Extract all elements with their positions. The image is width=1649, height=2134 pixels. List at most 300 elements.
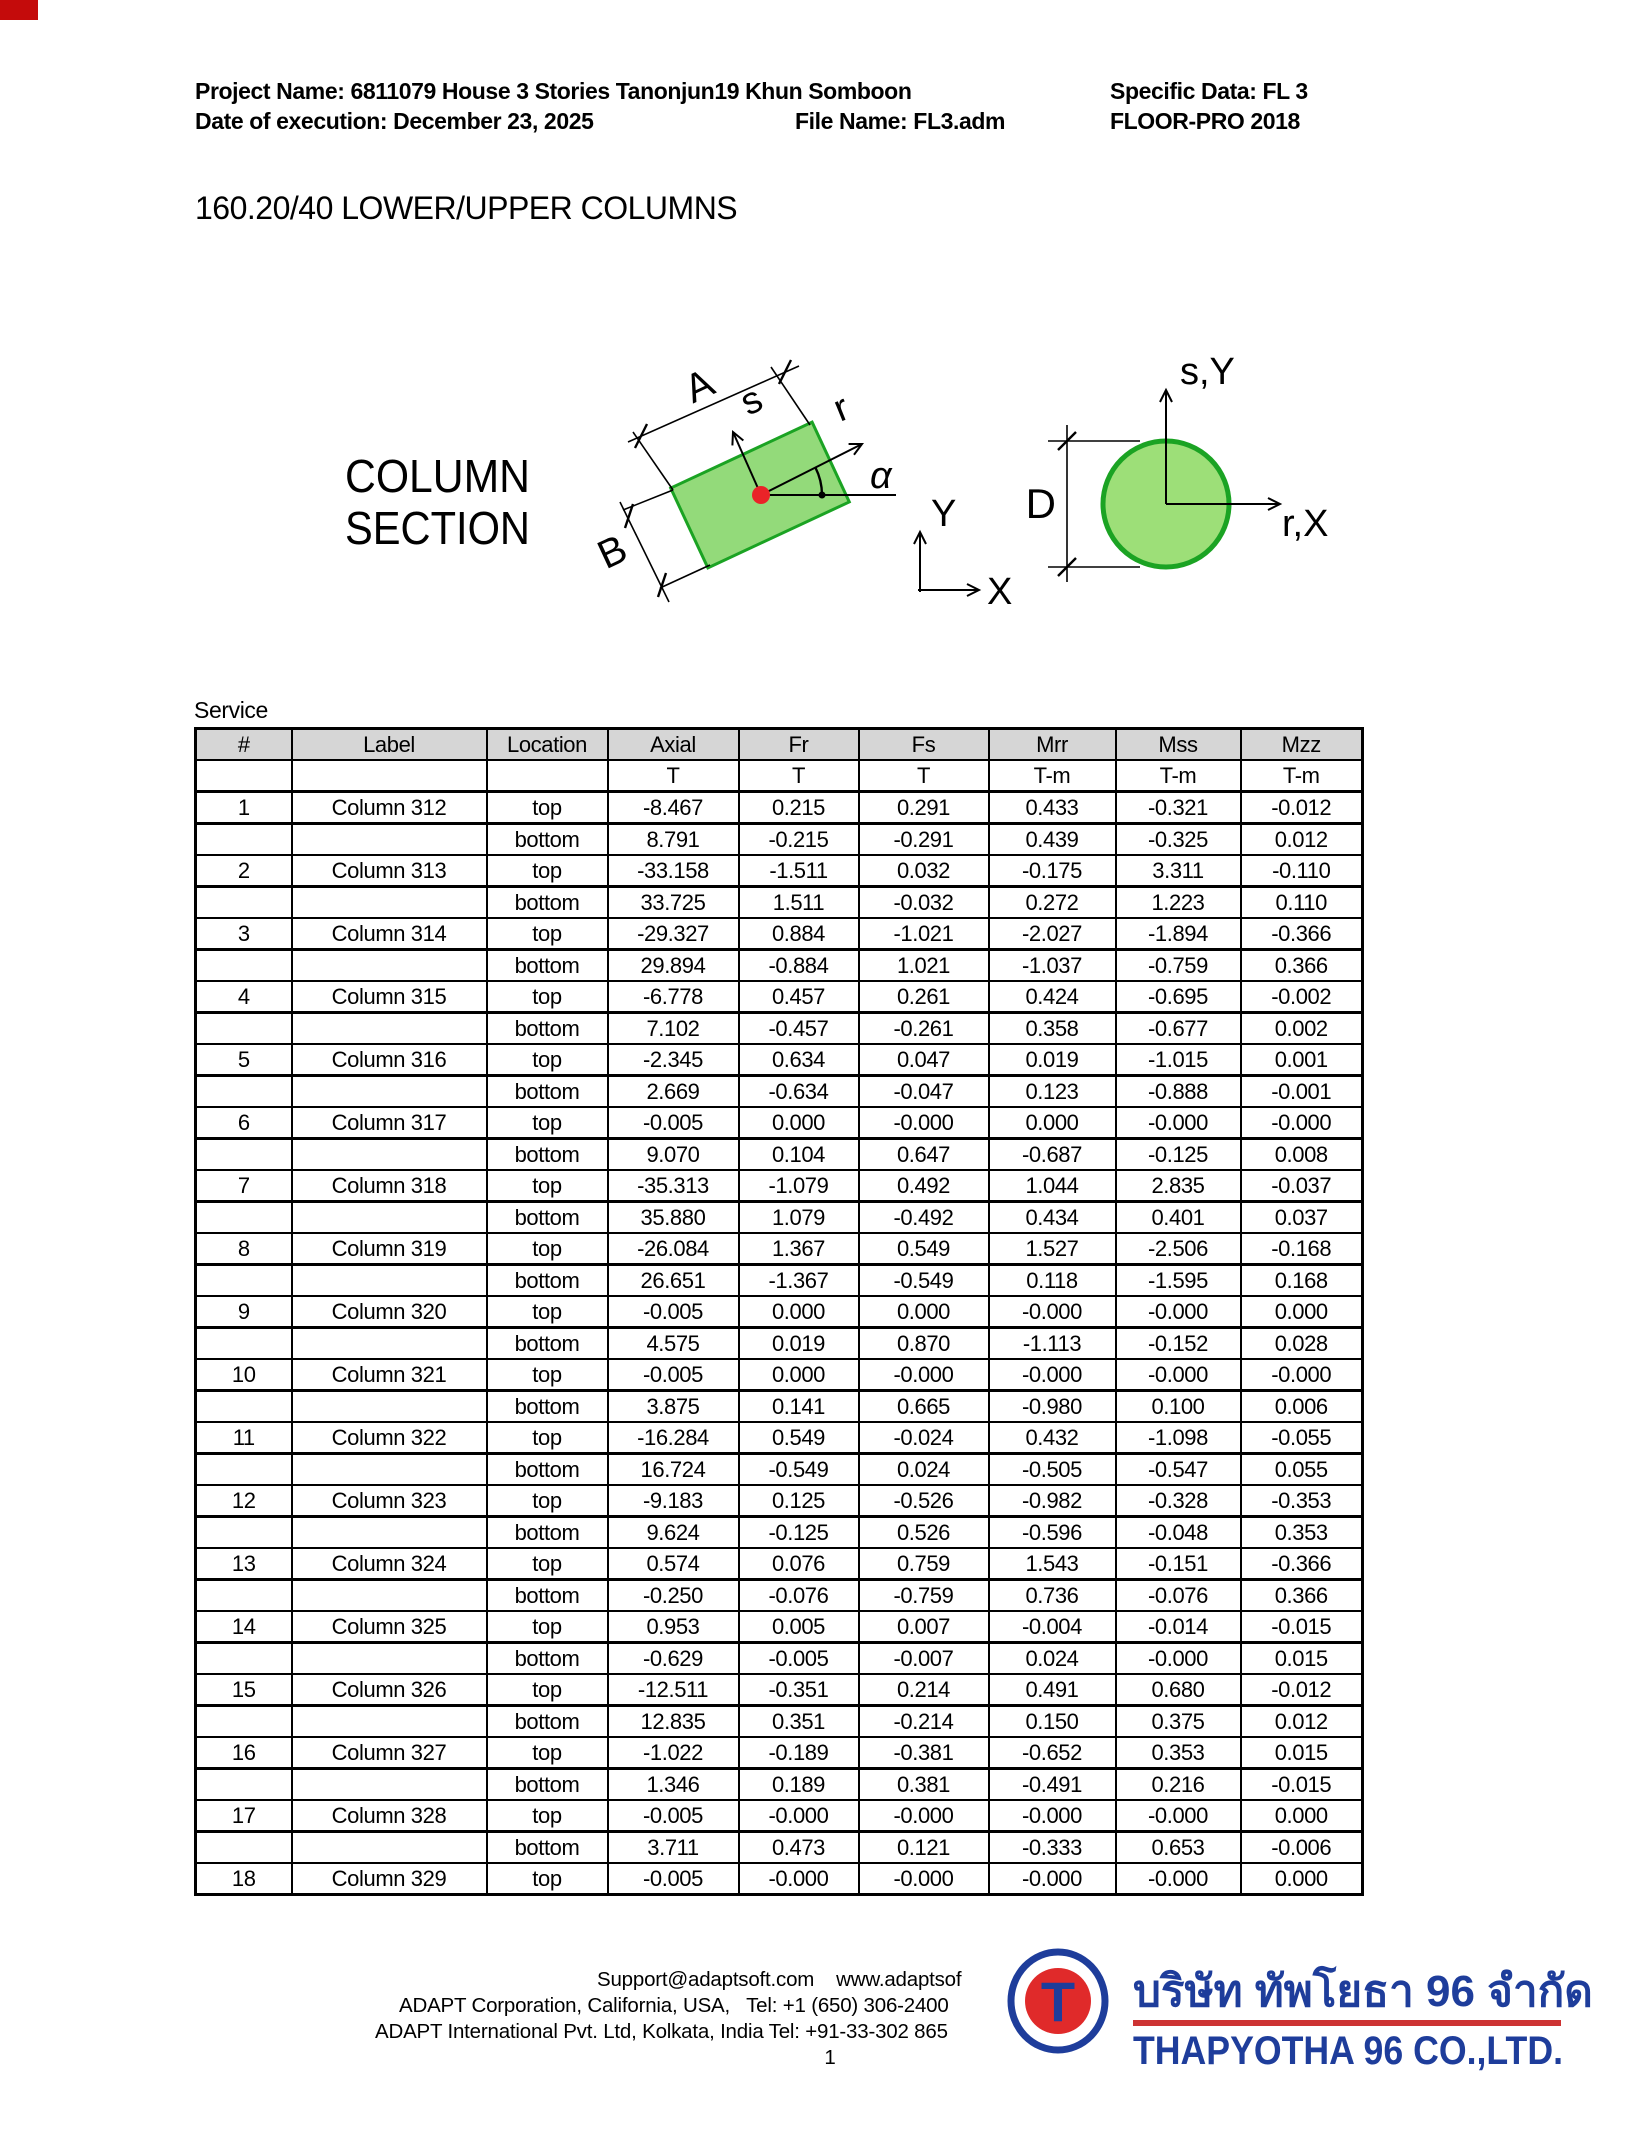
cell-value: -1.113 (989, 1328, 1116, 1360)
dim-tick (779, 360, 791, 384)
page-title: 160.20/40 LOWER/UPPER COLUMNS (195, 190, 738, 226)
cell-value: 12.835 (608, 1706, 739, 1738)
cell-value: 9.070 (608, 1139, 739, 1171)
cell-value: -0.351 (739, 1674, 859, 1706)
cell-value: -0.005 (608, 1359, 739, 1391)
cell-number: 17 (196, 1800, 292, 1832)
cell-label (292, 1706, 487, 1738)
diagram-caption-line2: SECTION (345, 502, 530, 554)
cell-number (196, 950, 292, 982)
cell-value: -2.027 (989, 918, 1116, 950)
cell-value: 0.055 (1241, 1454, 1363, 1486)
cell-number: 4 (196, 981, 292, 1013)
cell-value: -0.381 (859, 1737, 989, 1769)
cell-label: Column 313 (292, 855, 487, 887)
cell-label (292, 824, 487, 856)
cell-value: -0.000 (859, 1107, 989, 1139)
cell-value: 0.432 (989, 1422, 1116, 1454)
cell-value: -0.000 (1241, 1359, 1363, 1391)
cell-number: 15 (196, 1674, 292, 1706)
column-header: Mzz (1241, 729, 1363, 761)
cell-location: bottom (487, 1517, 608, 1549)
dim-ext-line (660, 565, 710, 588)
logo-monogram: T (1040, 1970, 1076, 2033)
cell-location: bottom (487, 1706, 608, 1738)
cell-value: 0.870 (859, 1328, 989, 1360)
cell-label (292, 1517, 487, 1549)
cell-location: bottom (487, 1013, 608, 1045)
cell-value: -1.015 (1116, 1044, 1241, 1076)
cell-value: 0.005 (739, 1611, 859, 1643)
cell-value: 0.434 (989, 1202, 1116, 1234)
cell-number (196, 1769, 292, 1801)
cell-value: 0.008 (1241, 1139, 1363, 1171)
cell-number: 10 (196, 1359, 292, 1391)
cell-value: -0.047 (859, 1076, 989, 1108)
cell-number: 13 (196, 1548, 292, 1580)
cell-value: -0.888 (1116, 1076, 1241, 1108)
cell-value: -0.055 (1241, 1422, 1363, 1454)
cell-value: -0.457 (739, 1013, 859, 1045)
cell-value: 0.574 (608, 1548, 739, 1580)
table-row (196, 1391, 1363, 1423)
rx-axis-label: r,X (1282, 503, 1329, 545)
cell-number: 12 (196, 1485, 292, 1517)
cell-value: -0.005 (608, 1107, 739, 1139)
cell-location: bottom (487, 1139, 608, 1171)
cell-value: -33.158 (608, 855, 739, 887)
cell-label: Column 326 (292, 1674, 487, 1706)
cell-value: 0.168 (1241, 1265, 1363, 1297)
y-axis-label: Y (931, 493, 957, 535)
cell-value: -0.125 (1116, 1139, 1241, 1171)
cell-number (196, 1139, 292, 1171)
cell-value: 0.381 (859, 1769, 989, 1801)
cell-location: top (487, 1674, 608, 1706)
cell-value: 0.261 (859, 981, 989, 1013)
cell-value: -0.884 (739, 950, 859, 982)
column-header: Mss (1116, 729, 1241, 761)
cell-value: 0.000 (1241, 1296, 1363, 1328)
cell-value: 0.291 (859, 792, 989, 824)
cell-value: -0.000 (989, 1359, 1116, 1391)
cell-value: -1.022 (608, 1737, 739, 1769)
cell-value: -0.000 (989, 1800, 1116, 1832)
cell-value: -2.345 (608, 1044, 739, 1076)
cell-value: -0.168 (1241, 1233, 1363, 1265)
service-label: Service (194, 697, 268, 723)
r-axis-label: r (827, 386, 856, 431)
cell-label (292, 1202, 487, 1234)
cell-location: top (487, 1548, 608, 1580)
cell-value: 0.424 (989, 981, 1116, 1013)
cell-value: -0.687 (989, 1139, 1116, 1171)
cell-value: 0.118 (989, 1265, 1116, 1297)
cell-label (292, 1328, 487, 1360)
table-row (196, 1170, 1363, 1202)
cell-value: -0.353 (1241, 1485, 1363, 1517)
cell-label: Column 322 (292, 1422, 487, 1454)
unit-cell (487, 760, 608, 792)
cell-value: 1.079 (739, 1202, 859, 1234)
cell-number: 11 (196, 1422, 292, 1454)
cell-location: bottom (487, 1391, 608, 1423)
cell-value: -0.005 (608, 1800, 739, 1832)
dim-label-d: D (1025, 480, 1056, 527)
cell-value: 0.001 (1241, 1044, 1363, 1076)
cell-value: 0.006 (1241, 1391, 1363, 1423)
program-name: FLOOR-PRO 2018 (1110, 108, 1300, 134)
cell-value: 8.791 (608, 824, 739, 856)
cell-location: top (487, 1107, 608, 1139)
cell-value: 1.223 (1116, 887, 1241, 919)
cell-value: -0.652 (989, 1737, 1116, 1769)
cell-number: 5 (196, 1044, 292, 1076)
table-row (196, 1139, 1363, 1171)
cell-value: 0.189 (739, 1769, 859, 1801)
cell-value: 0.759 (859, 1548, 989, 1580)
cell-value: 0.024 (859, 1454, 989, 1486)
cell-label: Column 321 (292, 1359, 487, 1391)
cell-location: top (487, 855, 608, 887)
cell-value: -0.677 (1116, 1013, 1241, 1045)
cell-value: -1.021 (859, 918, 989, 950)
cell-value: -0.000 (859, 1800, 989, 1832)
cell-label: Column 318 (292, 1170, 487, 1202)
cell-location: top (487, 1359, 608, 1391)
cell-value: -0.291 (859, 824, 989, 856)
cell-value: -1.037 (989, 950, 1116, 982)
cell-value: 4.575 (608, 1328, 739, 1360)
cell-value: -0.549 (739, 1454, 859, 1486)
table-row (196, 1013, 1363, 1045)
cell-value: 3.311 (1116, 855, 1241, 887)
cell-value: -35.313 (608, 1170, 739, 1202)
column-header: Mrr (989, 729, 1116, 761)
cell-value: 0.015 (1241, 1643, 1363, 1675)
date-of-execution: Date of execution: December 23, 2025 (195, 108, 594, 134)
cell-label: Column 320 (292, 1296, 487, 1328)
cell-value: 3.711 (608, 1832, 739, 1864)
cell-value: -0.366 (1241, 918, 1363, 950)
table-row (196, 950, 1363, 982)
cell-value: -0.215 (739, 824, 859, 856)
cell-value: 0.549 (739, 1422, 859, 1454)
cell-value: 0.037 (1241, 1202, 1363, 1234)
cell-value: -29.327 (608, 918, 739, 950)
cell-value: 0.019 (989, 1044, 1116, 1076)
cell-value: 0.647 (859, 1139, 989, 1171)
cell-value: -0.175 (989, 855, 1116, 887)
cell-value: -0.015 (1241, 1611, 1363, 1643)
cell-value: 0.353 (1241, 1517, 1363, 1549)
cell-label (292, 1580, 487, 1612)
cell-value: -8.467 (608, 792, 739, 824)
screen-corner-artifact (0, 0, 38, 20)
cell-value: -0.048 (1116, 1517, 1241, 1549)
cell-value: -0.007 (859, 1643, 989, 1675)
cell-value: -0.005 (608, 1863, 739, 1895)
cell-value: -0.001 (1241, 1076, 1363, 1108)
cell-label (292, 1769, 487, 1801)
cell-value: 0.665 (859, 1391, 989, 1423)
cell-value: -0.547 (1116, 1454, 1241, 1486)
cell-value: 0.100 (1116, 1391, 1241, 1423)
unit-cell: T-m (989, 760, 1116, 792)
cell-value: -0.596 (989, 1517, 1116, 1549)
dim-ext-line (623, 490, 673, 510)
table-row (196, 1359, 1363, 1391)
cell-value: -26.084 (608, 1233, 739, 1265)
cell-number (196, 1076, 292, 1108)
unit-cell (292, 760, 487, 792)
cell-value: -0.549 (859, 1265, 989, 1297)
cell-number: 18 (196, 1863, 292, 1895)
cell-value: -1.894 (1116, 918, 1241, 950)
cell-value: -0.980 (989, 1391, 1116, 1423)
table-row (196, 1832, 1363, 1864)
cell-number: 2 (196, 855, 292, 887)
cell-location: top (487, 1170, 608, 1202)
cell-number: 16 (196, 1737, 292, 1769)
cell-value: -0.214 (859, 1706, 989, 1738)
cell-value: -0.250 (608, 1580, 739, 1612)
cell-value: -0.366 (1241, 1548, 1363, 1580)
cell-value: 0.123 (989, 1076, 1116, 1108)
table-row (196, 1202, 1363, 1234)
table-row (196, 887, 1363, 919)
cell-location: bottom (487, 1769, 608, 1801)
cell-value: 0.526 (859, 1517, 989, 1549)
cell-label: Column 324 (292, 1548, 487, 1580)
cell-value: 0.439 (989, 824, 1116, 856)
cell-location: bottom (487, 1328, 608, 1360)
cell-location: top (487, 918, 608, 950)
cell-location: top (487, 1800, 608, 1832)
cell-number: 1 (196, 792, 292, 824)
cell-value: 0.000 (739, 1296, 859, 1328)
column-header: Fs (859, 729, 989, 761)
cell-label (292, 1391, 487, 1423)
cell-value: -1.511 (739, 855, 859, 887)
cell-label (292, 1643, 487, 1675)
cell-location: bottom (487, 824, 608, 856)
table-row (196, 981, 1363, 1013)
service-table-body (196, 792, 1363, 1895)
cell-value: -0.759 (859, 1580, 989, 1612)
cell-value: 1.044 (989, 1170, 1116, 1202)
cell-value: 7.102 (608, 1013, 739, 1045)
cell-value: 0.000 (739, 1107, 859, 1139)
unit-cell: T (859, 760, 989, 792)
table-row (196, 1611, 1363, 1643)
cell-number: 3 (196, 918, 292, 950)
cell-value: -0.024 (859, 1422, 989, 1454)
cell-number (196, 887, 292, 919)
cell-value: 0.953 (608, 1611, 739, 1643)
cell-value: 0.012 (1241, 824, 1363, 856)
cell-value: 0.375 (1116, 1706, 1241, 1738)
alpha-label: α (870, 455, 892, 497)
cell-location: top (487, 1422, 608, 1454)
thapyotha-logo (1005, 1948, 1605, 2088)
cell-number (196, 1265, 292, 1297)
cell-value: 9.624 (608, 1517, 739, 1549)
table-row (196, 1643, 1363, 1675)
cell-value: -0.695 (1116, 981, 1241, 1013)
unit-cell: T (608, 760, 739, 792)
cell-location: top (487, 1233, 608, 1265)
cell-label: Column 323 (292, 1485, 487, 1517)
cell-location: top (487, 981, 608, 1013)
column-header: # (196, 729, 292, 761)
cell-value: 0.024 (989, 1643, 1116, 1675)
cell-value: -0.505 (989, 1454, 1116, 1486)
cell-value: -0.004 (989, 1611, 1116, 1643)
cell-number: 8 (196, 1233, 292, 1265)
cell-value: 0.012 (1241, 1706, 1363, 1738)
cell-label: Column 312 (292, 792, 487, 824)
logo-company-name: THAPYOTHA 96 CO.,LTD. (1133, 2029, 1563, 2073)
cell-value: 0.634 (739, 1044, 859, 1076)
table-row (196, 1706, 1363, 1738)
cell-value: 0.028 (1241, 1328, 1363, 1360)
cell-value: 0.473 (739, 1832, 859, 1864)
cell-value: 0.125 (739, 1485, 859, 1517)
cell-value: -1.367 (739, 1265, 859, 1297)
cell-value: 0.358 (989, 1013, 1116, 1045)
cell-number: 7 (196, 1170, 292, 1202)
cell-value: -0.189 (739, 1737, 859, 1769)
cell-value: 1.511 (739, 887, 859, 919)
cell-number (196, 1580, 292, 1612)
cell-value: -0.000 (1116, 1643, 1241, 1675)
cell-value: -0.261 (859, 1013, 989, 1045)
cell-value: 0.007 (859, 1611, 989, 1643)
cell-number (196, 1202, 292, 1234)
cell-value: 0.680 (1116, 1674, 1241, 1706)
cell-value: -0.325 (1116, 824, 1241, 856)
footer-corp-line: ADAPT Corporation, California, USA, Tel: +1 (650) 306-2400 (399, 1994, 949, 2017)
cell-value: -6.778 (608, 981, 739, 1013)
cell-value: -0.000 (859, 1863, 989, 1895)
cell-location: top (487, 1611, 608, 1643)
cell-label: Column 316 (292, 1044, 487, 1076)
unit-cell (196, 760, 292, 792)
table-header-row (196, 729, 1363, 761)
cell-value: -0.005 (739, 1643, 859, 1675)
cell-value: 0.015 (1241, 1737, 1363, 1769)
cell-value: -0.328 (1116, 1485, 1241, 1517)
cell-number (196, 1832, 292, 1864)
cell-value: 0.002 (1241, 1013, 1363, 1045)
cell-location: bottom (487, 1265, 608, 1297)
cell-value: -0.032 (859, 887, 989, 919)
footer-intl-line: ADAPT International Pvt. Ltd, Kolkata, India Tel: +91-33-302 865 (375, 2020, 948, 2043)
unit-cell: T-m (1116, 760, 1241, 792)
cell-value: 1.021 (859, 950, 989, 982)
cell-label (292, 1076, 487, 1108)
cell-number (196, 1391, 292, 1423)
cell-value: -0.321 (1116, 792, 1241, 824)
cell-value: 2.669 (608, 1076, 739, 1108)
cell-value: -0.000 (1116, 1863, 1241, 1895)
cell-value: -1.595 (1116, 1265, 1241, 1297)
logo-thai-name: บริษัท ทัพโยธา 96 จำกัด (1133, 1967, 1593, 2016)
table-row (196, 824, 1363, 856)
cell-value: -0.000 (859, 1359, 989, 1391)
sy-axis-label: s,Y (1180, 351, 1235, 393)
cell-value: 33.725 (608, 887, 739, 919)
cell-label: Column 328 (292, 1800, 487, 1832)
cell-value: 0.000 (1241, 1800, 1363, 1832)
cell-value: 0.121 (859, 1832, 989, 1864)
cell-value: -0.015 (1241, 1769, 1363, 1801)
cell-value: -0.037 (1241, 1170, 1363, 1202)
cell-label: Column 327 (292, 1737, 487, 1769)
table-row (196, 1265, 1363, 1297)
service-results-table (194, 727, 1364, 1896)
table-row (196, 1076, 1363, 1108)
project-name: Project Name: 6811079 House 3 Stories Tanonjun19 Khun Somboon (195, 78, 912, 104)
cell-value: -0.492 (859, 1202, 989, 1234)
cell-value: 0.104 (739, 1139, 859, 1171)
cell-value: 0.653 (1116, 1832, 1241, 1864)
logo-underline (1133, 2020, 1561, 2026)
cell-label (292, 1265, 487, 1297)
cell-value: 0.736 (989, 1580, 1116, 1612)
column-header: Label (292, 729, 487, 761)
dim-label-a: A (678, 360, 721, 412)
cell-value: -0.006 (1241, 1832, 1363, 1864)
cell-value: -0.012 (1241, 792, 1363, 824)
cell-value: 2.835 (1116, 1170, 1241, 1202)
cell-value: -0.000 (989, 1296, 1116, 1328)
cell-label (292, 1832, 487, 1864)
column-section-diagram (330, 350, 1450, 660)
cell-label: Column 317 (292, 1107, 487, 1139)
cell-value: 1.367 (739, 1233, 859, 1265)
x-axis-label: X (987, 571, 1013, 613)
cell-value: 1.543 (989, 1548, 1116, 1580)
cell-number (196, 1517, 292, 1549)
cell-value: 0.366 (1241, 1580, 1363, 1612)
table-row (196, 1548, 1363, 1580)
cell-value: 0.272 (989, 887, 1116, 919)
cell-number (196, 1643, 292, 1675)
cell-value: 0.492 (859, 1170, 989, 1202)
cell-value: -0.000 (1116, 1800, 1241, 1832)
cell-value: -0.491 (989, 1769, 1116, 1801)
cell-value: 0.457 (739, 981, 859, 1013)
cell-value: 0.215 (739, 792, 859, 824)
cell-value: -0.333 (989, 1832, 1116, 1864)
cell-value: -0.000 (1116, 1296, 1241, 1328)
cell-value: 0.000 (859, 1296, 989, 1328)
table-row (196, 1296, 1363, 1328)
cell-value: -0.076 (1116, 1580, 1241, 1612)
cell-label (292, 1013, 487, 1045)
unit-cell: T (739, 760, 859, 792)
cell-value: -0.759 (1116, 950, 1241, 982)
dim-line-a (628, 366, 799, 442)
cell-value: -0.000 (1116, 1107, 1241, 1139)
cell-location: top (487, 1737, 608, 1769)
table-row (196, 1107, 1363, 1139)
table-row (196, 1328, 1363, 1360)
cell-value: 26.651 (608, 1265, 739, 1297)
cell-value: 0.549 (859, 1233, 989, 1265)
